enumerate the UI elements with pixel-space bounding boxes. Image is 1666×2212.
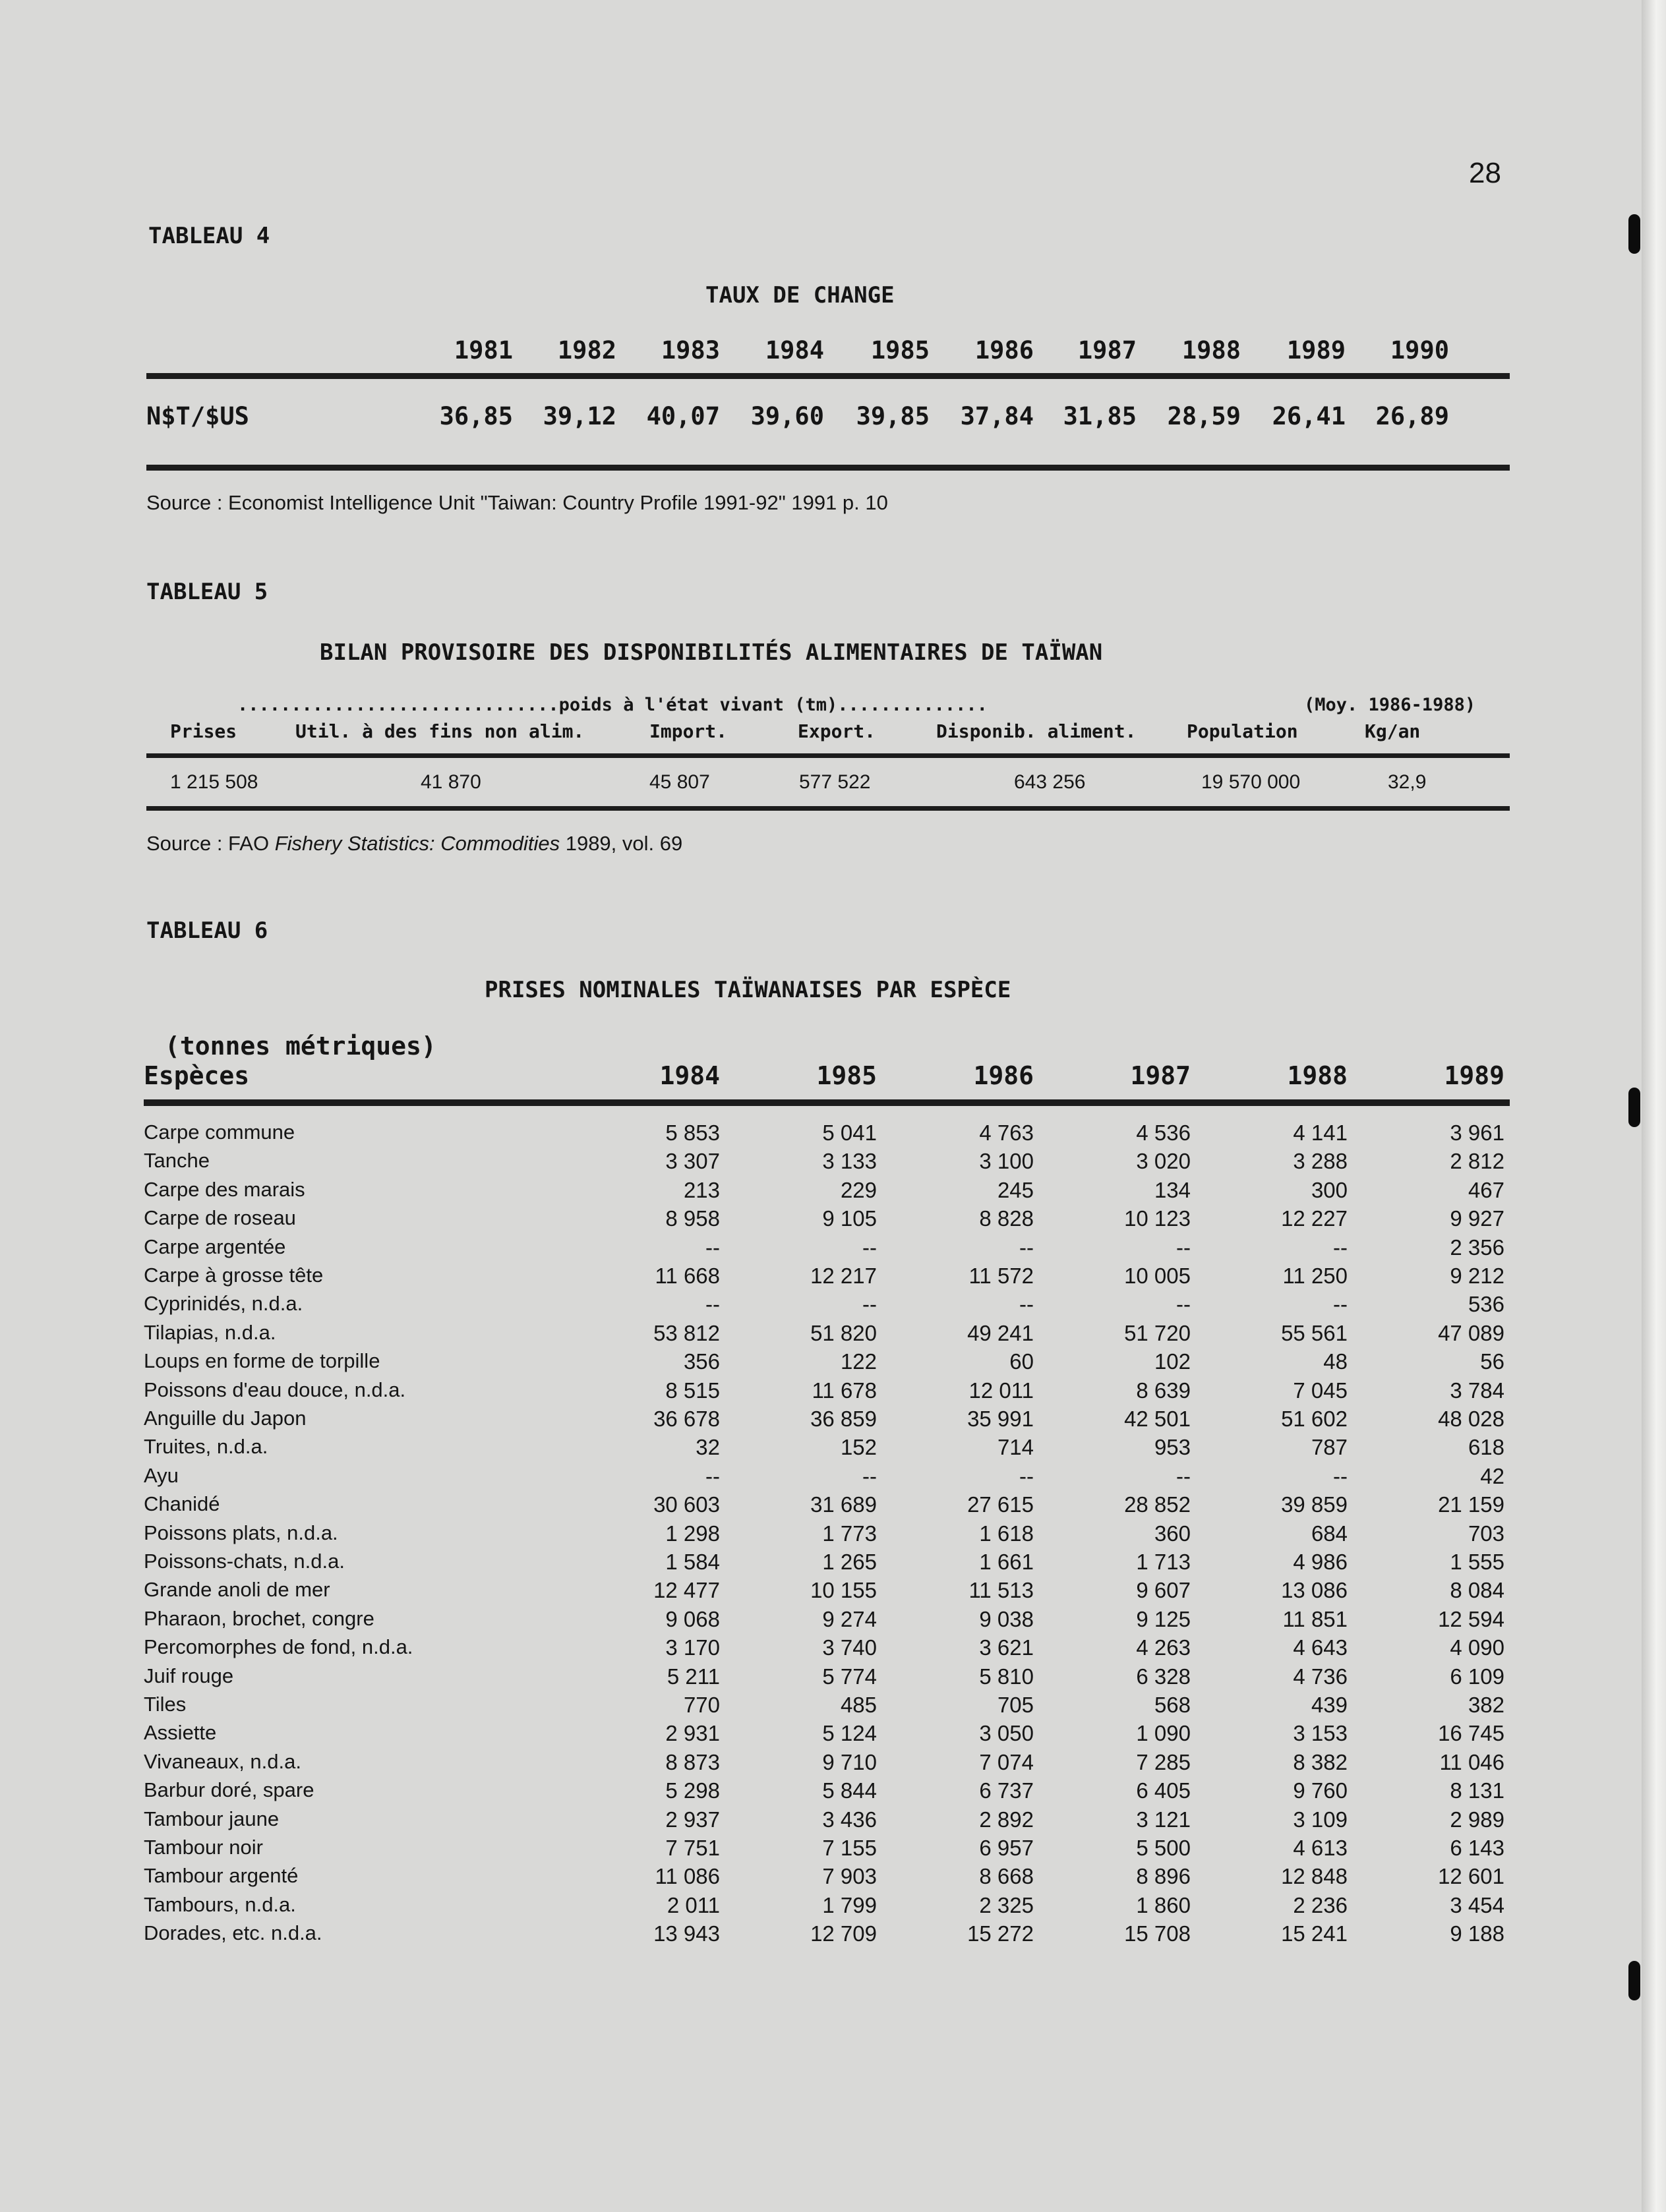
species-name: Chanidé [144, 1492, 220, 1516]
catch-value: -- [1176, 1235, 1191, 1260]
catch-value: 42 501 [1124, 1407, 1191, 1431]
tableau5-source [146, 832, 682, 856]
catch-value: 11 250 [1282, 1264, 1348, 1288]
catch-value: 1 555 [1450, 1550, 1504, 1574]
catch-value: 3 109 [1293, 1807, 1348, 1832]
tableau4-year: 1984 [765, 336, 824, 364]
catch-value: 9 125 [1136, 1606, 1191, 1631]
catch-value: 60 [1009, 1349, 1034, 1374]
table-row [0, 1492, 1516, 1521]
catch-value: 9 212 [1450, 1264, 1504, 1288]
catch-value: 2 325 [979, 1892, 1034, 1917]
catch-value: 953 [1154, 1435, 1191, 1460]
catch-value: 4 141 [1293, 1121, 1348, 1145]
catch-value: 12 011 [968, 1378, 1034, 1403]
table-row [0, 1321, 1516, 1349]
table-row [0, 1921, 1516, 1950]
catch-value: 48 028 [1438, 1407, 1504, 1431]
catch-value: 9 607 [1136, 1578, 1191, 1603]
catch-value: 1 265 [822, 1550, 877, 1574]
page-edge [1642, 0, 1666, 2212]
catch-value: 4 643 [1293, 1635, 1348, 1660]
catch-value: 15 241 [1281, 1921, 1348, 1946]
species-name: Carpe commune [144, 1121, 295, 1144]
binder-hole [1628, 1961, 1640, 2000]
catch-value: 4 736 [1293, 1664, 1348, 1689]
tableau5-moy-header: (Moy. 1986-1988) [1304, 695, 1476, 715]
catch-value: 11 046 [1439, 1749, 1504, 1774]
tableau4-year: 1981 [454, 336, 513, 364]
catch-value: 31 689 [810, 1492, 877, 1517]
species-name: Dorades, etc. n.d.a. [144, 1921, 322, 1945]
catch-value: 12 227 [1281, 1206, 1348, 1231]
tableau4-year: 1988 [1181, 336, 1241, 364]
catch-value: 1 090 [1136, 1721, 1191, 1746]
catch-value: 134 [1154, 1177, 1191, 1202]
catch-value: 27 615 [967, 1492, 1034, 1517]
catch-value: -- [1019, 1292, 1034, 1317]
catch-value: 13 086 [1281, 1578, 1348, 1603]
table-row [0, 1521, 1516, 1550]
catch-value: 2 989 [1450, 1807, 1504, 1832]
catch-value: 11 086 [655, 1864, 720, 1889]
catch-value: -- [705, 1235, 720, 1260]
tableau6-label: TABLEAU 6 [146, 917, 268, 944]
tableau5-value: 45 807 [649, 771, 710, 793]
catch-value: 12 709 [810, 1921, 877, 1946]
table-row [0, 1435, 1516, 1463]
species-name: Tambour noir [144, 1836, 263, 1859]
catch-value: 7 045 [1293, 1378, 1348, 1403]
tableau5-value: 643 256 [1014, 771, 1086, 793]
species-name: Carpe des marais [144, 1177, 305, 1201]
tableau5-column-header: Kg/an [1365, 720, 1421, 742]
catch-value: 10 005 [1124, 1264, 1191, 1288]
catch-value: 6 109 [1450, 1664, 1504, 1689]
table-row [0, 1693, 1516, 1721]
table-row [0, 1607, 1516, 1635]
species-name: Assiette [144, 1721, 217, 1745]
catch-value: 12 594 [1438, 1606, 1504, 1631]
species-name: Loups en forme de torpille [144, 1349, 380, 1373]
tableau6-year: 1989 [1444, 1061, 1504, 1090]
tableau5-span-header: ..............................poids à l'état vivant (tm).............. [237, 695, 988, 715]
catch-value: 714 [997, 1435, 1034, 1460]
catch-value: 1 799 [822, 1892, 877, 1917]
species-name: Tanche [144, 1149, 210, 1173]
table-row [0, 1778, 1516, 1807]
catch-value: 122 [840, 1349, 877, 1374]
tableau5-source-suffix: 1989, vol. 69 [560, 832, 683, 855]
catch-value: 55 561 [1281, 1320, 1348, 1345]
catch-value: 7 285 [1136, 1749, 1191, 1774]
catch-value: 703 [1468, 1521, 1504, 1546]
catch-value: 10 123 [1124, 1206, 1191, 1231]
catch-value: 12 601 [1438, 1864, 1504, 1889]
tableau5-value: 1 215 508 [170, 771, 258, 793]
catch-value: 1 713 [1136, 1550, 1191, 1574]
table-row [0, 1635, 1516, 1664]
catch-value: 6 143 [1450, 1836, 1504, 1860]
catch-value: 213 [683, 1177, 720, 1202]
tableau4-value: 36,85 [439, 402, 513, 430]
catch-value: -- [1333, 1463, 1348, 1488]
table-row [0, 1664, 1516, 1693]
table-row [0, 1836, 1516, 1864]
tableau4-year: 1986 [974, 336, 1034, 364]
table-row [0, 1264, 1516, 1292]
catch-value: 7 751 [665, 1836, 720, 1860]
tableau6-year: 1984 [659, 1061, 720, 1090]
catch-value: 13 943 [653, 1921, 720, 1946]
table-row [0, 1292, 1516, 1320]
catch-value: 4 090 [1450, 1635, 1504, 1660]
binder-hole [1628, 1088, 1640, 1127]
catch-value: 3 133 [822, 1149, 877, 1174]
catch-value: 2 011 [667, 1892, 720, 1917]
catch-value: 245 [997, 1177, 1034, 1202]
tableau6-title: PRISES NOMINALES TAÏWANAISES PAR ESPÈCE [485, 977, 1011, 1003]
catch-value: 2 931 [665, 1721, 720, 1746]
tableau4-year: 1987 [1077, 336, 1137, 364]
catch-value: 28 852 [1124, 1492, 1191, 1517]
table-row [0, 1578, 1516, 1606]
tableau5-top-rule [146, 753, 1510, 758]
catch-value: 3 153 [1293, 1721, 1348, 1746]
species-name: Barbur doré, spare [144, 1778, 314, 1802]
species-name: Juif rouge [144, 1664, 234, 1687]
catch-value: -- [862, 1292, 877, 1317]
catch-value: 7 155 [822, 1836, 877, 1860]
catch-value: 11 678 [812, 1378, 877, 1403]
table-row [0, 1464, 1516, 1492]
tableau4-year: 1989 [1286, 336, 1346, 364]
catch-value: 49 241 [967, 1320, 1034, 1345]
catch-value: 3 020 [1136, 1149, 1191, 1174]
species-name: Ayu [144, 1463, 179, 1487]
tableau6-year: 1985 [816, 1061, 877, 1090]
catch-value: 11 572 [968, 1264, 1034, 1288]
tableau4-value: 37,84 [960, 402, 1034, 430]
catch-value: 9 068 [665, 1606, 720, 1631]
catch-value: 618 [1468, 1435, 1504, 1460]
binder-hole [1628, 214, 1640, 254]
tableau6-unit: (tonnes métriques) [165, 1032, 436, 1061]
catch-value: 5 041 [822, 1121, 877, 1145]
catch-value: 11 851 [1282, 1606, 1348, 1631]
species-name: Tiles [144, 1693, 187, 1716]
species-name: Carpe de roseau [144, 1206, 296, 1230]
catch-value: 3 100 [979, 1149, 1034, 1174]
catch-value: 8 896 [1136, 1864, 1191, 1889]
table-row [0, 1378, 1516, 1407]
catch-value: 356 [683, 1349, 720, 1374]
catch-value: 5 500 [1136, 1836, 1191, 1860]
catch-value: -- [862, 1235, 877, 1260]
catch-value: 3 050 [979, 1721, 1034, 1746]
catch-value: 11 513 [968, 1578, 1034, 1603]
catch-value: 684 [1311, 1521, 1348, 1546]
catch-value: 9 105 [822, 1206, 877, 1231]
tableau4-year: 1982 [557, 336, 616, 364]
catch-value: 10 155 [810, 1578, 877, 1603]
tableau4-value: 26,89 [1375, 402, 1449, 430]
tableau5-column-header: Import. [649, 720, 728, 742]
catch-value: 152 [840, 1435, 877, 1460]
species-name: Truites, n.d.a. [144, 1435, 268, 1459]
catch-value: 229 [840, 1177, 877, 1202]
catch-value: 15 272 [967, 1921, 1034, 1946]
catch-value: -- [1176, 1292, 1191, 1317]
catch-value: 3 288 [1293, 1149, 1348, 1174]
catch-value: 56 [1480, 1349, 1504, 1374]
catch-value: 36 859 [810, 1407, 877, 1431]
catch-value: 705 [997, 1693, 1034, 1717]
catch-value: 3 961 [1450, 1121, 1504, 1145]
catch-value: 4 986 [1293, 1550, 1348, 1574]
species-name: Percomorphes de fond, n.d.a. [144, 1635, 413, 1659]
tableau6-year: 1988 [1287, 1061, 1348, 1090]
catch-value: 9 927 [1450, 1206, 1504, 1231]
catch-value: 4 763 [979, 1121, 1034, 1145]
catch-value: 467 [1468, 1177, 1504, 1202]
species-name: Tambour argenté [144, 1864, 299, 1888]
catch-value: 16 745 [1438, 1721, 1504, 1746]
catch-value: 3 436 [822, 1807, 877, 1832]
tableau4-label: TABLEAU 4 [148, 223, 270, 249]
catch-value: 12 848 [1281, 1864, 1348, 1889]
tableau5-column-header: Util. à des fins non alim. [295, 720, 585, 742]
catch-value: 8 084 [1450, 1578, 1504, 1603]
catch-value: 8 828 [979, 1206, 1034, 1231]
species-name: Tilapias, n.d.a. [144, 1320, 276, 1344]
catch-value: 1 860 [1136, 1892, 1191, 1917]
species-name: Tambour jaune [144, 1807, 280, 1830]
species-name: Carpe argentée [144, 1235, 286, 1258]
tableau5-value: 41 870 [421, 771, 481, 793]
table-row [0, 1721, 1516, 1749]
catch-value: -- [705, 1463, 720, 1488]
tableau5-column-header: Disponib. aliment. [936, 720, 1137, 742]
table-row [0, 1864, 1516, 1892]
catch-value: 35 991 [967, 1407, 1034, 1431]
catch-value: 9 274 [822, 1606, 877, 1631]
catch-value: 485 [840, 1693, 877, 1717]
tableau4-value: 26,41 [1272, 402, 1346, 430]
catch-value: 5 298 [665, 1778, 720, 1803]
catch-value: 3 454 [1450, 1892, 1504, 1917]
catch-value: 3 307 [665, 1149, 720, 1174]
tableau5-title: BILAN PROVISOIRE DES DISPONIBILITÉS ALIMENTAIRES DE TAÏWAN [320, 639, 1103, 666]
catch-value: 3 621 [979, 1635, 1034, 1660]
tableau6-top-rule [144, 1099, 1510, 1106]
catch-value: 3 121 [1136, 1807, 1191, 1832]
tableau4-value: 28,59 [1167, 402, 1241, 430]
catch-value: 3 740 [822, 1635, 877, 1660]
catch-value: 21 159 [1438, 1492, 1504, 1517]
species-name: Anguille du Japon [144, 1407, 307, 1430]
catch-value: 51 820 [810, 1320, 877, 1345]
catch-value: 39 859 [1281, 1492, 1348, 1517]
catch-value: 300 [1311, 1177, 1348, 1202]
tableau5-column-header: Population [1187, 720, 1298, 742]
catch-value: -- [1176, 1463, 1191, 1488]
catch-value: 8 382 [1293, 1749, 1348, 1774]
catch-value: 47 089 [1438, 1320, 1504, 1345]
tableau5-column-header: Export. [798, 720, 876, 742]
catch-value: 3 784 [1450, 1378, 1504, 1403]
catch-value: 8 515 [665, 1378, 720, 1403]
catch-value: 12 217 [810, 1264, 877, 1288]
tableau5-value: 32,9 [1388, 771, 1427, 793]
tableau5-source-prefix: Source : FAO [146, 832, 275, 855]
catch-value: 6 737 [979, 1778, 1034, 1803]
tableau4-value: 39,12 [543, 402, 616, 430]
catch-value: 2 812 [1450, 1149, 1504, 1174]
tableau4-value: 39,60 [750, 402, 824, 430]
table-row [0, 1121, 1516, 1149]
catch-value: 5 124 [822, 1721, 877, 1746]
catch-value: 9 710 [822, 1749, 877, 1774]
catch-value: 32 [696, 1435, 720, 1460]
page-number: 28 [1469, 157, 1501, 189]
table-row [0, 1750, 1516, 1778]
catch-value: 42 [1480, 1463, 1504, 1488]
species-name: Vivaneaux, n.d.a. [144, 1749, 301, 1773]
catch-value: 3 170 [665, 1635, 720, 1660]
catch-value: 1 298 [665, 1521, 720, 1546]
species-name: Poissons plats, n.d.a. [144, 1521, 338, 1544]
catch-value: 48 [1323, 1349, 1348, 1374]
catch-value: 8 958 [665, 1206, 720, 1231]
catch-value: 787 [1311, 1435, 1348, 1460]
tableau4-year: 1985 [870, 336, 930, 364]
species-name: Cyprinidés, n.d.a. [144, 1292, 303, 1316]
catch-value: 5 774 [822, 1664, 877, 1689]
tableau4-top-rule [146, 373, 1510, 379]
species-name: Poissons d'eau douce, n.d.a. [144, 1378, 406, 1401]
tableau4-value: 31,85 [1063, 402, 1137, 430]
catch-value: 51 602 [1281, 1407, 1348, 1431]
catch-value: 770 [683, 1693, 720, 1717]
tableau4-year: 1990 [1390, 336, 1449, 364]
table-row [0, 1407, 1516, 1435]
catch-value: 4 263 [1136, 1635, 1191, 1660]
catch-value: -- [1019, 1463, 1034, 1488]
table-row [0, 1206, 1516, 1235]
catch-value: 5 853 [665, 1121, 720, 1145]
table-row [0, 1550, 1516, 1578]
tableau4-row-label: N$T/$US [146, 402, 249, 430]
catch-value: 30 603 [653, 1492, 720, 1517]
species-name: Pharaon, brochet, congre [144, 1606, 374, 1630]
tableau6-year: 1986 [973, 1061, 1034, 1090]
catch-value: -- [1333, 1292, 1348, 1317]
tableau4-source: Source : Economist Intelligence Unit "Taiwan: Country Profile 1991-92" 1991 p. 10 [146, 491, 888, 514]
catch-value: 6 328 [1136, 1664, 1191, 1689]
table-row [0, 1149, 1516, 1177]
catch-value: 536 [1468, 1292, 1504, 1317]
species-name: Carpe à grosse tête [144, 1264, 324, 1287]
catch-value: 360 [1154, 1521, 1191, 1546]
catch-value: 6 405 [1136, 1778, 1191, 1803]
tableau6-species-header: Espèces [144, 1061, 250, 1090]
catch-value: -- [862, 1463, 877, 1488]
catch-value: -- [1333, 1235, 1348, 1260]
catch-value: 4 613 [1293, 1836, 1348, 1860]
species-name: Poissons-chats, n.d.a. [144, 1550, 345, 1573]
catch-value: 2 356 [1450, 1235, 1504, 1260]
catch-value: 36 678 [653, 1407, 720, 1431]
catch-value: 8 131 [1450, 1778, 1504, 1803]
catch-value: 15 708 [1124, 1921, 1191, 1946]
catch-value: 568 [1154, 1693, 1191, 1717]
catch-value: 8 668 [979, 1864, 1034, 1889]
catch-value: 7 074 [979, 1749, 1034, 1774]
catch-value: 11 668 [655, 1264, 720, 1288]
catch-value: 1 584 [665, 1550, 720, 1574]
catch-value: 2 236 [1293, 1892, 1348, 1917]
catch-value: 1 618 [979, 1521, 1034, 1546]
catch-value: 51 720 [1124, 1320, 1191, 1345]
tableau4-value: 39,85 [856, 402, 930, 430]
catch-value: 9 760 [1293, 1778, 1348, 1803]
catch-value: -- [705, 1292, 720, 1317]
table-row [0, 1807, 1516, 1836]
catch-value: 5 844 [822, 1778, 877, 1803]
catch-value: 6 957 [979, 1836, 1034, 1860]
catch-value: 53 812 [653, 1320, 720, 1345]
catch-value: 2 937 [665, 1807, 720, 1832]
catch-value: 8 639 [1136, 1378, 1191, 1403]
catch-value: 439 [1311, 1693, 1348, 1717]
catch-value: 4 536 [1136, 1121, 1191, 1145]
tableau5-label: TABLEAU 5 [146, 579, 268, 605]
catch-value: 102 [1154, 1349, 1191, 1374]
catch-value: 2 892 [979, 1807, 1034, 1832]
catch-value: 1 661 [979, 1550, 1034, 1574]
table-row [0, 1349, 1516, 1378]
tableau4-value: 40,07 [646, 402, 720, 430]
tableau5-bottom-rule [146, 806, 1510, 811]
catch-value: 12 477 [653, 1578, 720, 1603]
catch-value: 9 188 [1450, 1921, 1504, 1946]
catch-value: 1 773 [822, 1521, 877, 1546]
tableau4-year: 1983 [661, 336, 720, 364]
tableau6-year: 1987 [1130, 1061, 1191, 1090]
catch-value: 5 211 [667, 1664, 720, 1689]
tableau4-bottom-rule [146, 465, 1510, 471]
tableau5-value: 19 570 000 [1201, 771, 1301, 793]
species-name: Tambours, n.d.a. [144, 1892, 296, 1916]
catch-value: 8 873 [665, 1749, 720, 1774]
tableau5-value: 577 522 [799, 771, 871, 793]
catch-value: 382 [1468, 1693, 1504, 1717]
tableau5-source-title: Fishery Statistics: Commodities [274, 832, 560, 855]
tableau4-title: TAUX DE CHANGE [705, 282, 895, 308]
table-row [0, 1235, 1516, 1264]
catch-value: -- [1019, 1235, 1034, 1260]
catch-value: 9 038 [979, 1606, 1034, 1631]
table-row [0, 1893, 1516, 1921]
catch-value: 5 810 [979, 1664, 1034, 1689]
table-row [0, 1178, 1516, 1206]
species-name: Grande anoli de mer [144, 1578, 330, 1602]
tableau5-column-header: Prises [170, 720, 237, 742]
catch-value: 7 903 [822, 1864, 877, 1889]
